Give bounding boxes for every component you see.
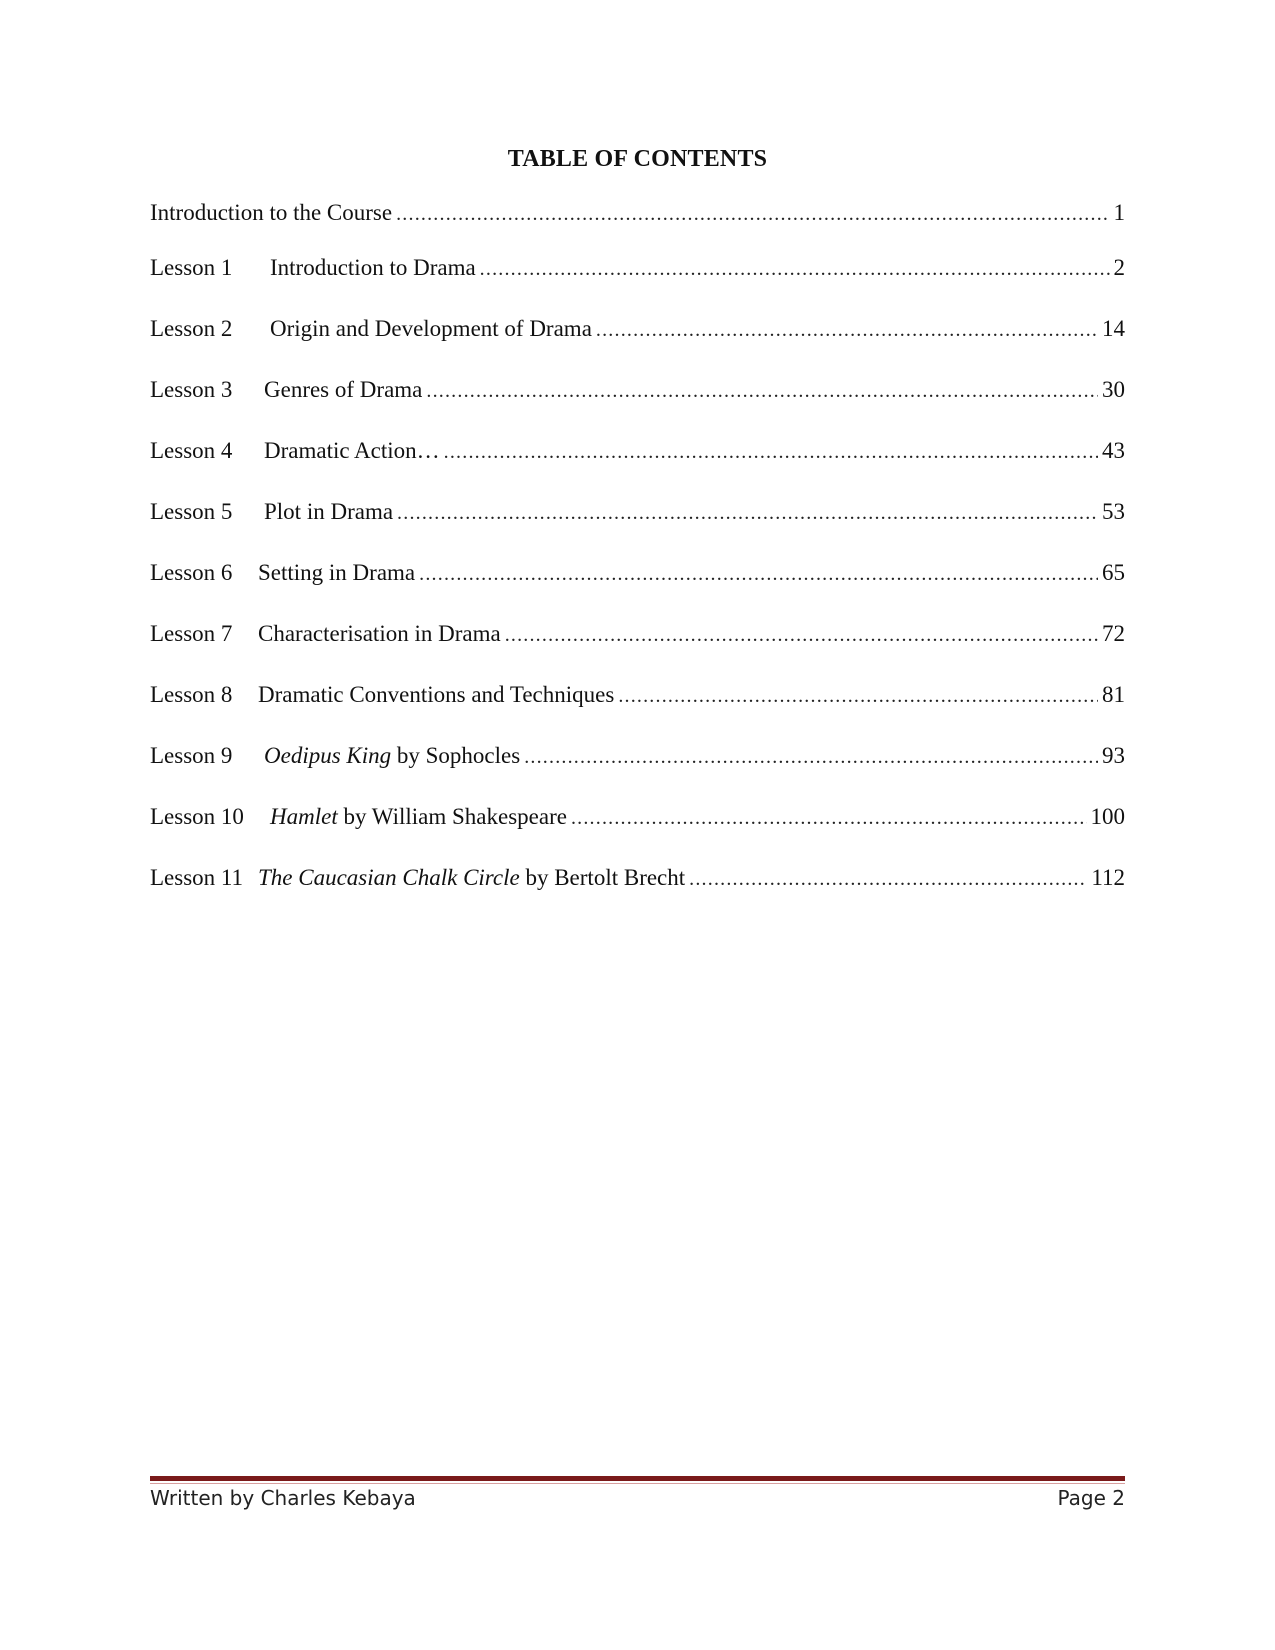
toc-page-number: 14 (1102, 316, 1125, 341)
dot-leader (444, 441, 1098, 464)
toc-entry[interactable] (150, 621, 1125, 653)
footer-divider-light (150, 1483, 1125, 1484)
lesson-number: Lesson 4 (150, 438, 233, 463)
toc-page-number: 81 (1102, 682, 1125, 707)
dot-leader (505, 624, 1098, 647)
dot-leader (426, 380, 1098, 403)
toc-page-number: 53 (1102, 499, 1125, 524)
toc-entry[interactable] (150, 377, 1125, 409)
toc-entry[interactable] (150, 499, 1125, 531)
toc-entry-title: Introduction to Drama (270, 255, 476, 280)
toc-entry[interactable] (150, 438, 1125, 470)
toc-entry[interactable] (150, 865, 1125, 897)
dot-leader (480, 258, 1110, 281)
lesson-number: Lesson 11 (150, 865, 244, 890)
dot-leader (618, 685, 1098, 708)
toc-entry-title: Characterisation in Drama (258, 621, 501, 646)
lesson-number: Lesson 5 (150, 499, 233, 524)
toc-entry-title: Introduction to the Course (150, 200, 393, 225)
toc-entry-title: Plot in Drama (264, 499, 394, 524)
lesson-number: Lesson 1 (150, 255, 233, 280)
toc-entry[interactable] (150, 316, 1125, 348)
toc-entry-title: Setting in Drama (258, 560, 416, 585)
toc-entry[interactable] (150, 743, 1125, 775)
toc-entry[interactable] (150, 200, 1125, 232)
lesson-number: Lesson 2 (150, 316, 233, 341)
footer-page-number: Page 2 (1057, 1486, 1125, 1510)
toc-page-number: 112 (1091, 865, 1125, 890)
dot-leader (689, 868, 1087, 891)
toc-entry-title: Dramatic Action… (264, 438, 440, 463)
dot-leader (596, 319, 1098, 342)
lesson-number: Lesson 9 (150, 743, 233, 768)
toc-page-number: 30 (1102, 377, 1125, 402)
toc-page-number: 93 (1102, 743, 1125, 768)
footer-divider (150, 1476, 1125, 1481)
toc-entry[interactable] (150, 560, 1125, 592)
lesson-number: Lesson 7 (150, 621, 233, 646)
dot-leader (524, 746, 1098, 769)
toc-title: TABLE OF CONTENTS (507, 146, 768, 172)
toc-page-number: 1 (1113, 200, 1125, 225)
toc-entry-title: The Caucasian Chalk Circle by Bertolt Brecht (258, 865, 686, 890)
dot-leader (397, 502, 1098, 525)
toc-entry-title: Hamlet by William Shakespeare (270, 804, 567, 829)
lesson-number: Lesson 8 (150, 682, 233, 707)
toc-page-number: 43 (1102, 438, 1125, 463)
toc-entry-title: Oedipus King by Sophocles (264, 743, 521, 768)
toc-page-number: 2 (1113, 255, 1125, 280)
toc-page-number: 65 (1102, 560, 1125, 585)
toc-entry-title: Genres of Drama (264, 377, 423, 402)
lesson-number: Lesson 6 (150, 560, 233, 585)
dot-leader (571, 807, 1087, 830)
dot-leader (419, 563, 1098, 586)
dot-leader (396, 203, 1109, 226)
toc-page-number: 100 (1090, 804, 1125, 829)
lesson-number: Lesson 3 (150, 377, 233, 402)
lesson-number: Lesson 10 (150, 804, 244, 829)
toc-entry-title: Dramatic Conventions and Techniques (258, 682, 615, 707)
toc-entry[interactable] (150, 682, 1125, 714)
toc-entry-title: Origin and Development of Drama (270, 316, 592, 341)
toc-page-number: 72 (1102, 621, 1125, 646)
footer-author: Written by Charles Kebaya (150, 1486, 416, 1510)
toc-entry[interactable] (150, 255, 1125, 287)
toc-entry[interactable] (150, 804, 1125, 836)
